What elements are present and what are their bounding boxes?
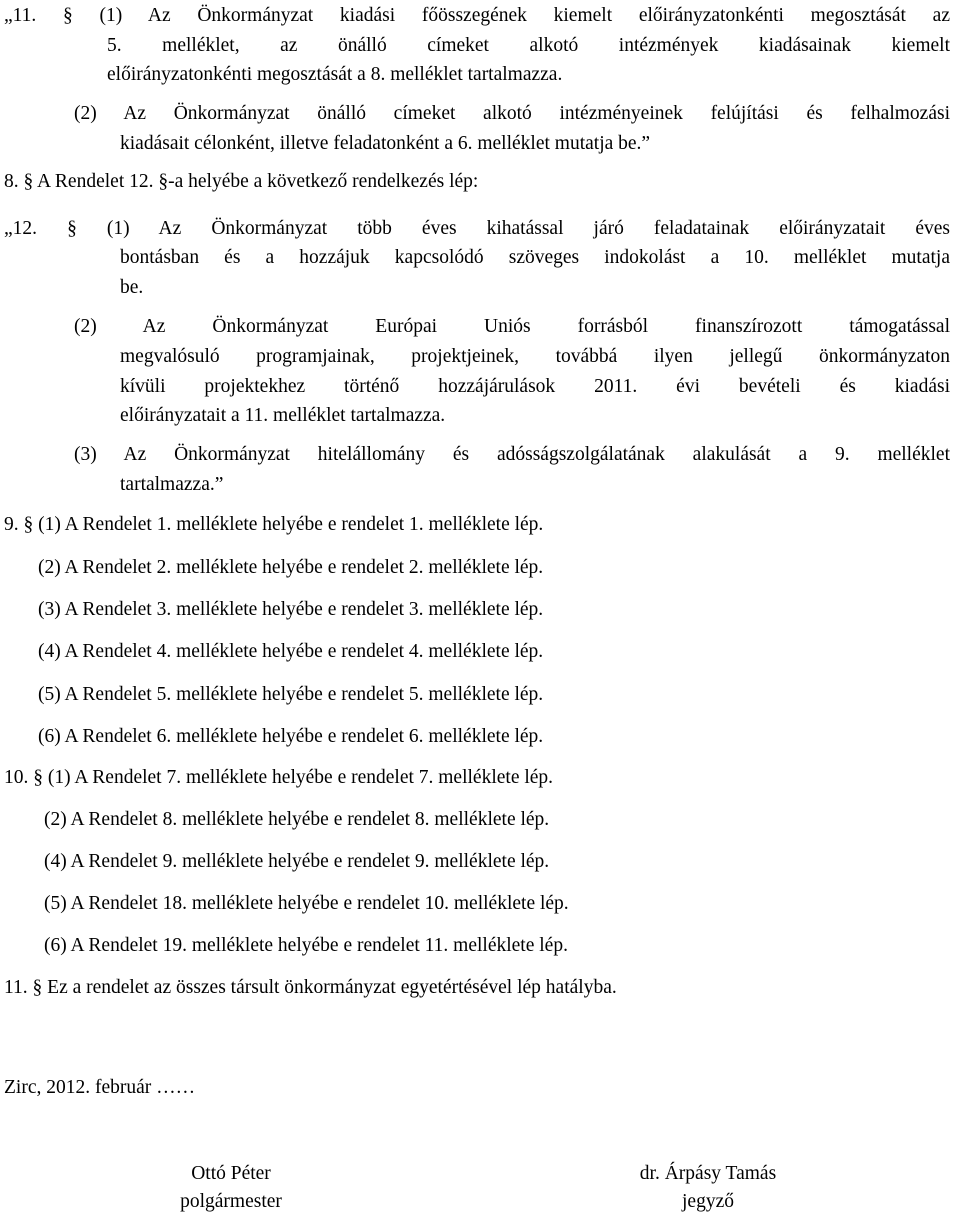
section-9-item-2: (2) A Rendelet 2. melléklete helyébe e rendelet 2. melléklete lép. (38, 557, 544, 578)
section-8-text: 8. § A Rendelet 12. §-a helyébe a következő rendelkezés lép: (4, 171, 479, 192)
section-9-item-4: (4) A Rendelet 4. melléklete helyébe e rendelet 4. melléklete lép. (38, 641, 544, 662)
section-9-item-5: (5) A Rendelet 5. melléklete helyébe e rendelet 5. melléklete lép. (38, 684, 544, 705)
section-10-item-2: (2) A Rendelet 8. melléklete helyébe e rendelet 8. melléklete lép. (44, 809, 550, 830)
section-12-para-1-line-3: be. (120, 277, 144, 298)
mayor-signature-block (131, 1160, 331, 1217)
section-12-para-2-line-4: előirányzatait a 11. melléklet tartalmazza. (120, 405, 446, 426)
section-10-item-1: 10. § (1) A Rendelet 7. melléklete helyébe e rendelet 7. melléklete lép. (4, 767, 554, 788)
section-11-para-1-line-1: „11. § (1) Az Önkormányzat kiadási főösszegének kiemelt előirányzatonkénti megosztását az (4, 5, 950, 26)
section-11-text: 11. § Ez a rendelet az összes társult önkormányzat egyetértésével lép hatályba. (4, 977, 617, 998)
section-12-para-2-line-3: kívüli projektekhez történő hozzájárulások 2011. évi bevételi és kiadási (120, 376, 950, 397)
section-12-para-3-line-1: (3) Az Önkormányzat hitelállomány és adósságszolgálatának alakulását a 9. melléklet (74, 444, 950, 465)
section-12-para-1-line-2: bontásban és a hozzájuk kapcsolódó szöveges indokolást a 10. melléklet mutatja (120, 247, 950, 268)
section-10-item-3: (4) A Rendelet 9. melléklete helyébe e rendelet 9. melléklete lép. (44, 851, 550, 872)
notary-signature-block (608, 1160, 808, 1217)
section-12-para-2-line-1: (2) Az Önkormányzat Európai Uniós forrásból finanszírozott támogatással (74, 316, 950, 337)
notary-name: dr. Árpásy Tamás (639, 1163, 777, 1184)
notary-title: jegyző (682, 1191, 734, 1213)
section-12-para-1-line-1: „12. § (1) Az Önkormányzat több éves kihatással járó feladatainak előirányzatait éves (4, 218, 950, 239)
section-11-para-1-line-2: 5. melléklet, az önálló címeket alkotó intézmények kiadásainak kiemelt (107, 35, 950, 56)
date-line: Zirc, 2012. február …… (4, 1077, 196, 1098)
mayor-title: polgármester (180, 1191, 282, 1213)
section-10-item-4: (5) A Rendelet 18. melléklete helyébe e rendelet 10. melléklete lép. (44, 893, 569, 914)
section-10-item-5: (6) A Rendelet 19. melléklete helyébe e rendelet 11. melléklete lép. (44, 935, 568, 956)
mayor-name: Ottó Péter (191, 1163, 271, 1184)
section-9-item-6: (6) A Rendelet 6. melléklete helyébe e rendelet 6. melléklete lép. (38, 726, 544, 747)
section-12-para-3-line-2: tartalmazza.” (120, 474, 224, 495)
section-9-item-3: (3) A Rendelet 3. melléklete helyébe e rendelet 3. melléklete lép. (38, 599, 544, 620)
section-12-para-2-line-2: megvalósuló programjainak, projektjeinek, továbbá ilyen jellegű önkormányzaton (120, 346, 950, 367)
section-11-para-2-line-1: (2) Az Önkormányzat önálló címeket alkotó intézményeinek felújítási és felhalmozási (74, 103, 950, 124)
section-11-para-2-line-2: kiadásait célonként, illetve feladatonként a 6. melléklet mutatja be.” (120, 133, 651, 154)
section-9-item-1: 9. § (1) A Rendelet 1. melléklete helyébe e rendelet 1. melléklete lép. (4, 514, 544, 535)
section-11-para-1-line-3: előirányzatonkénti megosztását a 8. melléklet tartalmazza. (107, 64, 563, 85)
